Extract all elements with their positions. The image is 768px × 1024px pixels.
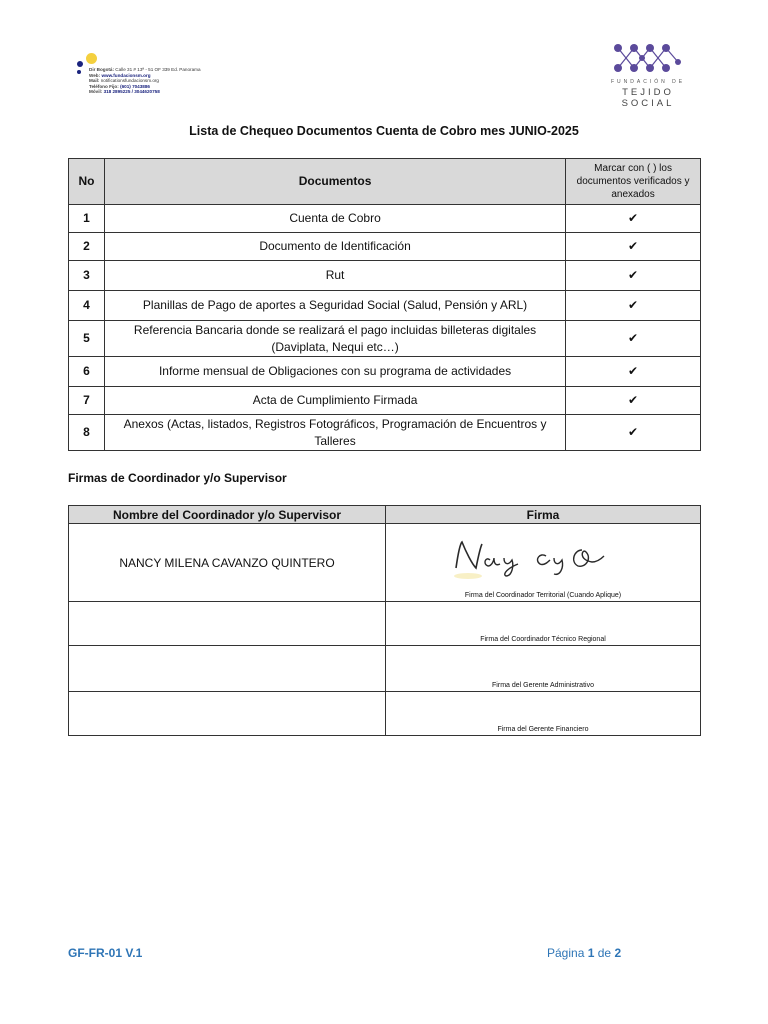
document-name: Cuenta de Cobro [104, 205, 565, 233]
check-mark-icon: ✔ [566, 233, 701, 261]
document-title: Lista de Chequeo Documentos Cuenta de Cobro mes JUNIO-2025 [189, 124, 579, 138]
signatures-header-row [69, 506, 701, 524]
document-name: Acta de Cumplimiento Firmada [104, 387, 565, 415]
supervisor-name [69, 692, 386, 736]
signature-caption: Firma del Gerente Administrativo [492, 682, 594, 689]
form-code: GF-FR-01 V.1 [68, 946, 143, 960]
signatures-heading: Firmas de Coordinador y/o Supervisor [68, 471, 287, 485]
table-row [69, 387, 701, 415]
table-row [69, 646, 701, 692]
supervisor-name: NANCY MILENA CAVANZO QUINTERO [69, 524, 386, 602]
signature-cell [386, 646, 701, 692]
table-row [69, 415, 701, 451]
org-subtitle: FUNDACIÓN DE [610, 79, 686, 85]
page-number [547, 946, 621, 960]
column-header-supervisor-name: Nombre del Coordinador y/o Supervisor [69, 506, 386, 524]
handwritten-signature-icon [446, 530, 626, 580]
signature-caption: Firma del Coordinador Territorial (Cuando Aplique) [464, 592, 622, 599]
row-number: 6 [69, 357, 105, 387]
document-name: Referencia Bancaria donde se realizará el pago incluidas billeteras digitales (Daviplata, Nequi etc…) [104, 321, 565, 357]
check-mark-icon: ✔ [566, 387, 701, 415]
column-header-documents: Documentos [104, 159, 565, 205]
document-name: Documento de Identificación [104, 233, 565, 261]
check-mark-icon: ✔ [566, 205, 701, 233]
checklist-table [68, 158, 701, 451]
page-total: 2 [614, 946, 622, 960]
row-number: 5 [69, 321, 105, 357]
table-row [69, 602, 701, 646]
document-name: Anexos (Actas, listados, Registros Fotográficos, Programación de Encuentros y Talleres [104, 415, 565, 451]
column-header-no: No [69, 159, 105, 205]
check-mark-icon: ✔ [566, 291, 701, 321]
row-number: 3 [69, 261, 105, 291]
row-number: 4 [69, 291, 105, 321]
table-row [69, 233, 701, 261]
table-row [69, 205, 701, 233]
document-name: Planillas de Pago de aportes a Seguridad Social (Salud, Pensión y ARL) [104, 291, 565, 321]
row-number: 8 [69, 415, 105, 451]
page-word: Página [547, 946, 585, 960]
page-current: 1 [587, 946, 595, 960]
signatures-table [68, 505, 701, 736]
check-mark-icon: ✔ [566, 415, 701, 451]
signature-caption: Firma del Coordinador Técnico Regional [480, 636, 606, 643]
page-of: de [597, 946, 612, 960]
row-number: 7 [69, 387, 105, 415]
table-row [69, 291, 701, 321]
logo-dot-yellow [86, 53, 97, 64]
foundation-logo-left [72, 48, 222, 110]
table-row [69, 261, 701, 291]
signature-caption: Firma del Gerente Financiero [497, 726, 589, 733]
column-header-mark: Marcar con ( ) los documentos verificados y anexados [566, 159, 701, 205]
document-name: Informe mensual de Obligaciones con su programa de actividades [104, 357, 565, 387]
row-number: 1 [69, 205, 105, 233]
row-number: 2 [69, 233, 105, 261]
table-row [69, 321, 701, 357]
check-mark-icon: ✔ [566, 321, 701, 357]
logo-dot-small [77, 70, 81, 74]
network-logo-icon [610, 42, 684, 76]
document-name: Rut [104, 261, 565, 291]
supervisor-name [69, 646, 386, 692]
org-name: TEJIDO SOCIAL [621, 87, 675, 109]
column-header-signature: Firma [386, 506, 701, 524]
supervisor-name [69, 602, 386, 646]
checklist-header-row [69, 159, 701, 205]
table-row [69, 692, 701, 736]
logo-dot-navy [77, 61, 83, 67]
tejido-social-logo [594, 42, 702, 109]
check-mark-icon: ✔ [566, 261, 701, 291]
check-mark-icon: ✔ [566, 357, 701, 387]
table-row [69, 524, 701, 602]
signature-cell [386, 692, 701, 736]
contact-info: Dir Bogotá: Calle 31 # 13ª - 51 OF 339 Ed. Panorama Web: www.fundacionsm.org Mail: notificationsfundacionsm.org Teléfono Fijo: (601) 7043886 Móvil: 318 2895225 / 3044620758 [89, 67, 201, 95]
signature-cell [386, 602, 701, 646]
table-row [69, 357, 701, 387]
signature-cell [386, 524, 701, 602]
